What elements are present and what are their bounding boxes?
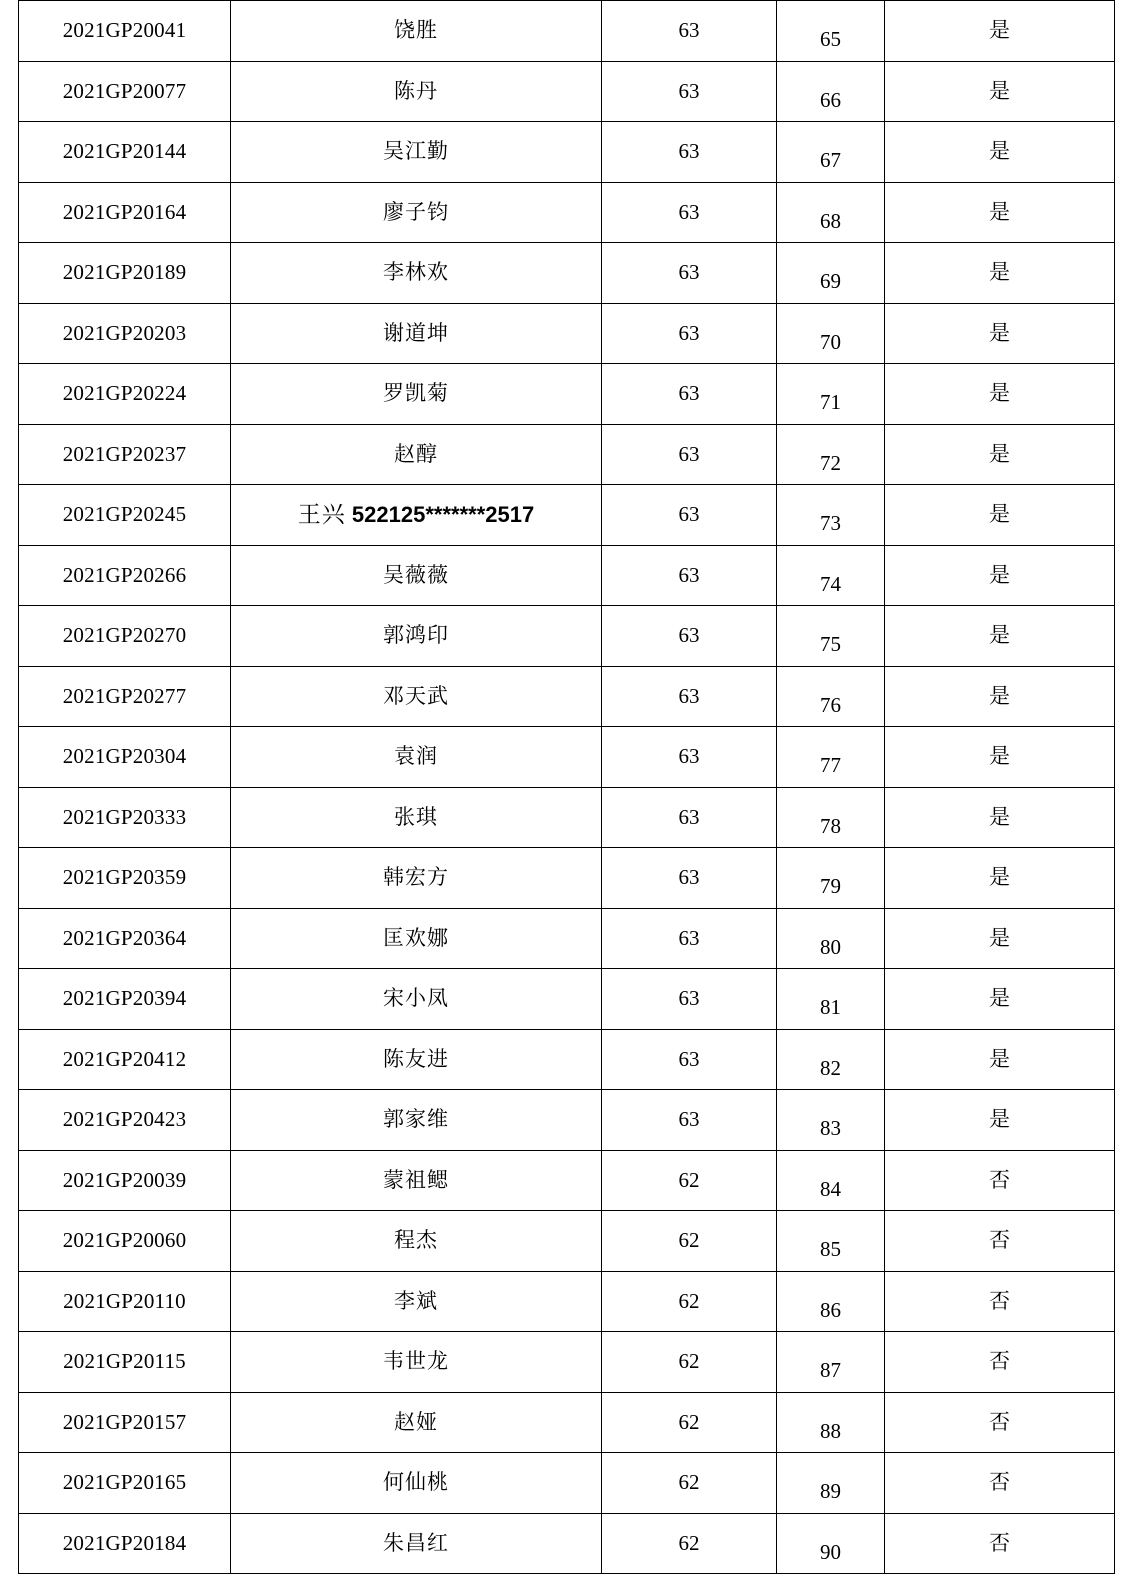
cell-qualified-flag: 是 [885, 485, 1115, 546]
cell-candidate-code: 2021GP20060 [19, 1211, 231, 1272]
table-row [19, 485, 1115, 546]
cell-qualified-flag: 否 [885, 1332, 1115, 1393]
candidate-surname: 王兴 [297, 502, 346, 528]
cell-candidate-code: 2021GP20364 [19, 908, 231, 969]
cell-rank: 70 [777, 312, 885, 373]
cell-qualified-flag: 是 [885, 61, 1115, 122]
cell-candidate-code: 2021GP20270 [19, 606, 231, 667]
cell-qualified-flag: 是 [885, 848, 1115, 909]
table-row [19, 243, 1115, 304]
cell-qualified-flag: 是 [885, 908, 1115, 969]
table-row [19, 666, 1115, 727]
cell-candidate-name: 李斌 [231, 1271, 602, 1332]
cell-candidate-code: 2021GP20077 [19, 61, 231, 122]
cell-score: 63 [602, 364, 777, 425]
cell-rank: 90 [777, 1522, 885, 1583]
cell-candidate-code: 2021GP20224 [19, 364, 231, 425]
table-row [19, 303, 1115, 364]
cell-score: 63 [602, 122, 777, 183]
cell-qualified-flag: 是 [885, 727, 1115, 788]
cell-rank: 78 [777, 796, 885, 857]
cell-score: 63 [602, 666, 777, 727]
cell-candidate-code: 2021GP20039 [19, 1150, 231, 1211]
cell-score: 63 [602, 485, 777, 546]
cell-score: 62 [602, 1453, 777, 1514]
cell-candidate-code: 2021GP20041 [19, 1, 231, 62]
cell-rank: 84 [777, 1159, 885, 1220]
cell-score: 63 [602, 243, 777, 304]
cell-rank: 71 [777, 373, 885, 434]
cell-score: 63 [602, 848, 777, 909]
cell-candidate-name: 程杰 [231, 1211, 602, 1272]
cell-rank: 73 [777, 494, 885, 555]
cell-candidate-code: 2021GP20423 [19, 1090, 231, 1151]
cell-score: 63 [602, 969, 777, 1030]
table-row [19, 1090, 1115, 1151]
cell-candidate-name: 韦世龙 [231, 1332, 602, 1393]
cell-qualified-flag: 是 [885, 243, 1115, 304]
cell-qualified-flag: 否 [885, 1211, 1115, 1272]
table-row [19, 1, 1115, 62]
cell-qualified-flag: 是 [885, 364, 1115, 425]
cell-candidate-code: 2021GP20304 [19, 727, 231, 788]
cell-qualified-flag: 是 [885, 545, 1115, 606]
cell-candidate-name: 吴薇薇 [231, 545, 602, 606]
cell-candidate-name: 罗凯菊 [231, 364, 602, 425]
cell-rank: 81 [777, 978, 885, 1039]
cell-rank: 72 [777, 433, 885, 494]
cell-candidate-name: 何仙桃 [231, 1453, 602, 1514]
cell-qualified-flag: 是 [885, 1090, 1115, 1151]
table-body [19, 1, 1115, 1574]
table-row [19, 182, 1115, 243]
cell-candidate-code: 2021GP20184 [19, 1513, 231, 1574]
cell-candidate-code: 2021GP20157 [19, 1392, 231, 1453]
cell-candidate-code: 2021GP20203 [19, 303, 231, 364]
table-row [19, 1150, 1115, 1211]
table-row [19, 1392, 1115, 1453]
cell-candidate-name: 饶胜 [231, 1, 602, 62]
cell-candidate-code: 2021GP20333 [19, 787, 231, 848]
cell-qualified-flag: 是 [885, 1, 1115, 62]
cell-rank: 75 [777, 615, 885, 676]
cell-candidate-code: 2021GP20110 [19, 1271, 231, 1332]
cell-candidate-code: 2021GP20237 [19, 424, 231, 485]
cell-score: 63 [602, 1, 777, 62]
cell-score: 63 [602, 1090, 777, 1151]
cell-candidate-code: 2021GP20359 [19, 848, 231, 909]
cell-qualified-flag: 是 [885, 606, 1115, 667]
cell-rank: 85 [777, 1220, 885, 1281]
table-row [19, 1453, 1115, 1514]
cell-candidate-name: 赵娅 [231, 1392, 602, 1453]
cell-qualified-flag: 是 [885, 666, 1115, 727]
cell-qualified-flag: 是 [885, 969, 1115, 1030]
cell-rank: 83 [777, 1099, 885, 1160]
cell-qualified-flag: 否 [885, 1392, 1115, 1453]
cell-rank: 79 [777, 857, 885, 918]
cell-candidate-name: 匡欢娜 [231, 908, 602, 969]
table-row [19, 1271, 1115, 1332]
table-row [19, 424, 1115, 485]
cell-candidate-code: 2021GP20245 [19, 485, 231, 546]
cell-rank: 82 [777, 1038, 885, 1099]
cell-candidate-name: 陈友进 [231, 1029, 602, 1090]
cell-candidate-name: 韩宏方 [231, 848, 602, 909]
cell-score: 63 [602, 908, 777, 969]
cell-score: 62 [602, 1332, 777, 1393]
table-row [19, 848, 1115, 909]
cell-candidate-name: 陈丹 [231, 61, 602, 122]
cell-score: 62 [602, 1513, 777, 1574]
cell-score: 62 [602, 1211, 777, 1272]
cell-rank: 69 [777, 252, 885, 313]
table-row [19, 969, 1115, 1030]
table-row [19, 364, 1115, 425]
cell-candidate-code: 2021GP20266 [19, 545, 231, 606]
cell-rank: 65 [777, 10, 885, 71]
table-row [19, 61, 1115, 122]
cell-score: 63 [602, 182, 777, 243]
cell-candidate-name: 赵醇 [231, 424, 602, 485]
cell-qualified-flag: 是 [885, 122, 1115, 183]
cell-candidate-code: 2021GP20164 [19, 182, 231, 243]
cell-rank: 68 [777, 191, 885, 252]
cell-score: 63 [602, 1029, 777, 1090]
cell-rank: 89 [777, 1462, 885, 1523]
cell-candidate-code: 2021GP20394 [19, 969, 231, 1030]
cell-candidate-name: 谢道坤 [231, 303, 602, 364]
cell-qualified-flag: 是 [885, 303, 1115, 364]
cell-candidate-name: 邓天武 [231, 666, 602, 727]
cell-candidate-code: 2021GP20144 [19, 122, 231, 183]
cell-rank: 77 [777, 736, 885, 797]
cell-rank: 66 [777, 70, 885, 131]
table-row [19, 1211, 1115, 1272]
cell-candidate-name: 廖子钧 [231, 182, 602, 243]
cell-qualified-flag: 否 [885, 1513, 1115, 1574]
table-row [19, 1332, 1115, 1393]
cell-rank: 67 [777, 131, 885, 192]
cell-qualified-flag: 是 [885, 182, 1115, 243]
cell-candidate-name: 蒙祖鳃 [231, 1150, 602, 1211]
cell-rank: 88 [777, 1401, 885, 1462]
cell-rank: 76 [777, 675, 885, 736]
cell-qualified-flag: 否 [885, 1271, 1115, 1332]
table-row [19, 122, 1115, 183]
cell-candidate-name: 宋小凤 [231, 969, 602, 1030]
cell-score: 63 [602, 424, 777, 485]
cell-candidate-name: 袁润 [231, 727, 602, 788]
table-row [19, 545, 1115, 606]
table-row [19, 1513, 1115, 1574]
cell-score: 62 [602, 1392, 777, 1453]
cell-rank: 87 [777, 1341, 885, 1402]
cell-qualified-flag: 否 [885, 1453, 1115, 1514]
cell-qualified-flag: 是 [885, 424, 1115, 485]
table-row [19, 1029, 1115, 1090]
table-row [19, 727, 1115, 788]
cell-score: 63 [602, 727, 777, 788]
candidate-score-table [18, 0, 1115, 1574]
cell-candidate-code: 2021GP20277 [19, 666, 231, 727]
cell-qualified-flag: 是 [885, 787, 1115, 848]
cell-rank: 86 [777, 1280, 885, 1341]
cell-score: 63 [602, 606, 777, 667]
cell-candidate-code: 2021GP20165 [19, 1453, 231, 1514]
cell-candidate-name: 吴江勤 [231, 122, 602, 183]
cell-candidate-code: 2021GP20115 [19, 1332, 231, 1393]
cell-score: 63 [602, 545, 777, 606]
cell-qualified-flag: 是 [885, 1029, 1115, 1090]
cell-score: 63 [602, 787, 777, 848]
cell-rank: 80 [777, 917, 885, 978]
cell-score: 62 [602, 1150, 777, 1211]
candidate-id-masked: 522125*******2517 [351, 502, 535, 528]
cell-candidate-name [231, 485, 602, 546]
cell-candidate-name: 张琪 [231, 787, 602, 848]
cell-rank: 74 [777, 554, 885, 615]
table-row [19, 908, 1115, 969]
cell-qualified-flag: 否 [885, 1150, 1115, 1211]
cell-candidate-name: 郭家维 [231, 1090, 602, 1151]
table-row [19, 787, 1115, 848]
table-row [19, 606, 1115, 667]
cell-candidate-name: 李林欢 [231, 243, 602, 304]
cell-score: 62 [602, 1271, 777, 1332]
cell-score: 63 [602, 61, 777, 122]
cell-candidate-name: 郭鸿印 [231, 606, 602, 667]
cell-candidate-name: 朱昌红 [231, 1513, 602, 1574]
cell-candidate-code: 2021GP20412 [19, 1029, 231, 1090]
cell-score: 63 [602, 303, 777, 364]
cell-candidate-code: 2021GP20189 [19, 243, 231, 304]
